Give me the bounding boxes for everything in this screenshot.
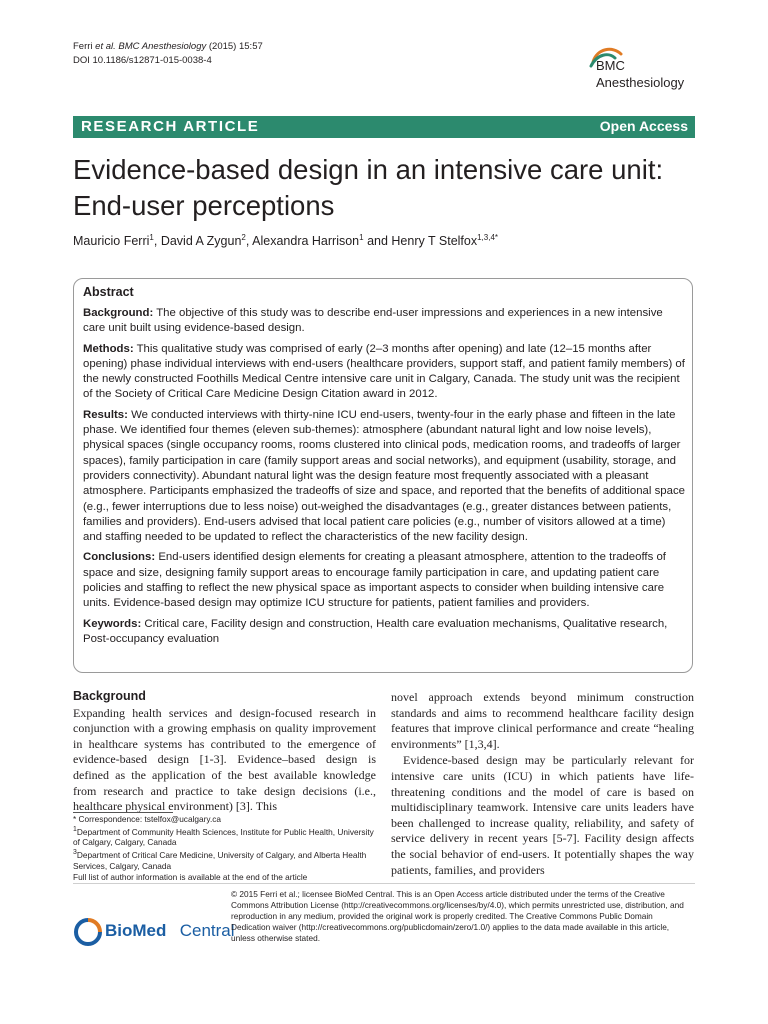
journal-logo[interactable]: [583, 44, 703, 96]
body-paragraph: Evidence-based design may be particularly relevant for intensive care units (ICU) in which patients have life-threatening conditions and the model of care is based on multidisciplinary teamwork. Intensive care units leaders have been challenged to increase quality, reliability, and safety of service delivery in recent years [5-7]. Facility design affects the social behavior of end-users. It potentially shapes the way patients, families, and providers: [391, 753, 694, 877]
author-info-note: Full list of author information is available at the end of the article: [73, 871, 308, 882]
article-type-banner: [73, 116, 695, 138]
author[interactable]: Henry T Stelfox$^{1,3,4*}$: [391, 233, 498, 249]
license-text: © 2015 Ferri et al.; licensee BioMed Central. This is an Open Access article distributed under the terms of the Creative Commons Attribution License (http://creativecommons.org/licenses/by/4.0), which permits unrestricted use, distribution, and reproduction in any medium, provided the original work is properly credited. The Creative Commons Public Domain Dedication waiver (http://creativecommons.org/publicdomain/zero/1.0/) applies to the data made available in this article, unless otherwise stated.: [231, 889, 684, 943]
body-paragraph: Expanding health services and design-focused research in conjunction with a growing emphasis on quality improvement in healthcare systems has contributed to the emergence of evidence-based design [1-3]. Evidence–based design is defined as the application of the best available knowledge from research and practice to take design decisions (i.e., healthcare physical environment) [3]. This: [73, 705, 376, 814]
open-access-label[interactable]: Open Access: [599, 118, 688, 134]
affiliation-1: $^1$Department of Community Health Sciences, Institute for Public Health, University of Calgary, Calgary, Canada: [73, 825, 374, 848]
author-list: Mauricio Ferri$^1$, David A Zygun$^2$, Alexandra Harrison$^1$ and Henry T Stelfox$^{1,3,4*}$: [73, 233, 498, 249]
abstract-box: [73, 278, 693, 673]
abstract-keywords: Keywords: Critical care, Facility design and construction, Health care evaluation mechanisms, Qualitative research, Post-occupancy evaluation: [83, 617, 668, 645]
journal-logo-name: Anesthesiology: [596, 75, 685, 90]
correspondence[interactable]: * Correspondence: tstelfox@ucalgary.ca: [73, 814, 222, 824]
affiliation-3: $^3$Department of Critical Care Medicine, University of Calgary, and Alberta Health Services, Calgary, Canada: [73, 849, 367, 871]
doi-link[interactable]: DOI 10.1186/s12871-015-0038-4: [73, 55, 212, 66]
body-column-left: [73, 689, 376, 815]
author[interactable]: David A Zygun$^2$: [160, 233, 246, 249]
abstract-background: Background: The objective of this study was to describe end-user impressions and experiences in a new intensive care unit built using evidence-based design.: [83, 307, 663, 335]
article-type-label: RESEARCH ARTICLE: [81, 118, 260, 135]
footnote-divider: [73, 812, 173, 813]
author[interactable]: Alexandra Harrison$^1$: [252, 233, 364, 249]
abstract-results: Results: We conducted interviews with thirty-nine ICU end-users, twenty-four in the early phase and fifteen in the late phase. We identified four themes (eleven sub-themes): atmosphere (abundant natural light and low noise levels), physical spaces (single occupancy rooms, rooms clustered into clinical pods, medication rooms, and tradeoffs of larger spaces), family participation in care (family support areas and social networks), and equipment (usability, storage, and providers connectivity). Abundant natural light was the design feature most frequently associated with a pleasant atmosphere. Participants emphasized the tradeoffs of size and space, and reported that the benefits of additional space (e.g., fewer interruptions due to less noise) out-weighed the disadvantages (e.g., greater distances between patients, families and providers). End-users advised that local patient care policies (e.g., number of visitors allowed at a time) and staffing needed to be updated to reflect the characteristics of the new facility design.: [83, 408, 685, 544]
abstract-conclusions: Conclusions: End-users identified design elements for creating a pleasant atmosphere, attention to the tradeoffs of space and size, designing family support areas to encourage family participation in care, and updating patient care policies and staffing to reflect the new physical space as important aspects to consider when building intensive care units. Evidence-based design may optimize ICU structure for patients, patient families and providers.: [83, 551, 666, 610]
author[interactable]: Mauricio Ferri$^1$: [73, 233, 154, 249]
section-heading-background: Background: [73, 689, 146, 703]
title-line-1: Evidence-based design in an intensive care unit:: [73, 154, 664, 185]
abstract-methods: Methods: This qualitative study was comprised of early (2–3 months after opening) and late (12–15 months after opening) phase individual interviews with end-users (healthcare providers, support staff, and patient family members) of the newly constructed Foothills Medical Centre intensive care unit in Calgary, Canada. The study unit was the recipient of the Society of Critical Care Medicine Design Citation award in 2012.: [83, 342, 685, 401]
abstract-content: [83, 306, 685, 652]
biomed-central-circle-icon: [73, 917, 103, 947]
publisher-logo-central: Central: [175, 921, 235, 940]
citation-line: Ferri et al. BMC Anesthesiology (2015) 15:57: [73, 41, 263, 52]
body-paragraph: novel approach extends beyond minimum construction standards and aims to recommend healthcare facility design features that improve clinical performance and create “healing environments” [1,3,4].: [391, 690, 694, 751]
footnotes: [73, 814, 383, 882]
body-column-right: [391, 690, 694, 878]
publisher-logo-biomed: BioMed: [105, 921, 167, 940]
abstract-heading: Abstract: [83, 285, 134, 299]
title-line-2: End-user perceptions: [73, 190, 335, 221]
publisher-logo[interactable]: [73, 915, 235, 949]
citation-header: [73, 40, 263, 68]
article-title: [73, 152, 713, 224]
journal-logo-bmc: BMC: [596, 58, 625, 73]
bottom-divider: [73, 883, 695, 884]
